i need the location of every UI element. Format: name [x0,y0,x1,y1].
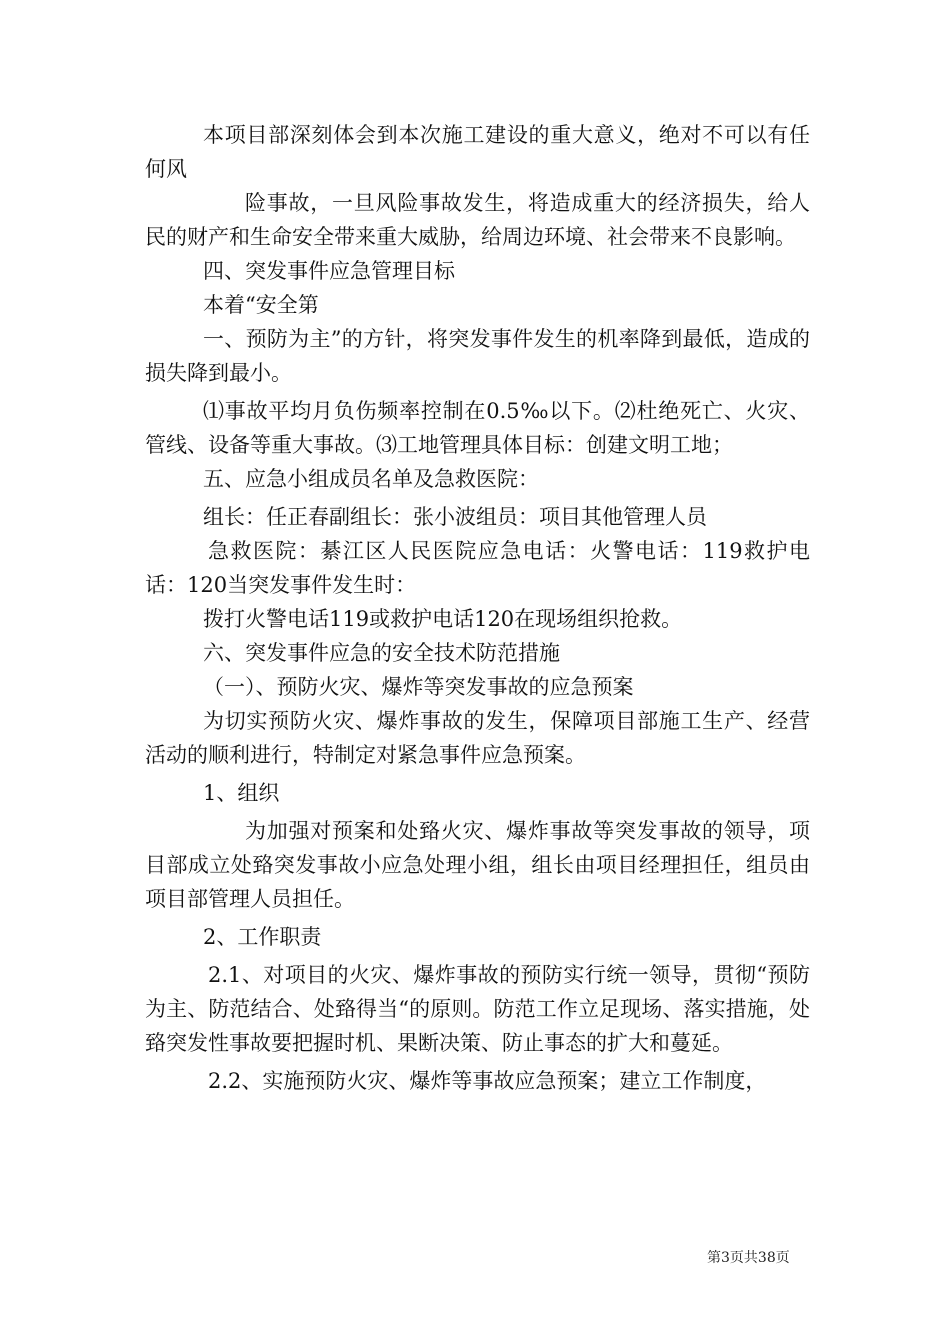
paragraph-responsibility-2-2: 2.2、实施预防火灾、爆炸等事故应急预案；建立工作制度， [208,1069,767,1093]
body-text [145,118,810,1098]
heading-organization: 1、组织 [203,781,280,805]
paragraph-team-members: 组长：任正春副组长：张小波组员：项目其他管理人员 [203,505,707,529]
heading-section-6: 六、突发事件应急的安全技术防范措施 [203,641,560,665]
paragraph-plan-purpose: 为切实预防火灾、爆炸事故的发生，保障项目部施工生产、经营活动的顺利进行，特制定对紧急事件应急预案。 [145,709,810,767]
paragraph-risk-consequences: 险事故，一旦风险事故发生，将造成重大的经济损失，给人民的财产和生命安全带来重大威胁，给周边环境、社会带来不良影响。 [145,191,810,249]
paragraph-targets: ⑴事故平均月负伤频率控制在0.5‰以下。⑵杜绝死亡、火灾、管线、设备等重大事故。⑶工地管理具体目标：创建文明工地； [145,399,810,457]
paragraph-responsibility-2-1: 2.1、对项目的火灾、爆炸事故的预防实行统一领导，贯彻“预防为主、防范结合、处臵得当“的原则。防范工作立足现场、落实措施，处臵突发性事故要把握时机、果断决策、防止事态的扩大和蔓延。 [145,963,810,1055]
paragraph-organization: 为加强对预案和处臵火灾、爆炸事故等突发事故的领导，项目部成立处臵突发事故小应急处理小组，组长由项目经理担任，组员由项目部管理人员担任。 [145,819,810,911]
paragraph-significance: 本项目部深刻体会到本次施工建设的重大意义，绝对不可以有任何风 [145,123,810,181]
heading-section-4: 四、突发事件应急管理目标 [203,259,455,283]
heading-responsibilities: 2、工作职责 [203,925,322,949]
heading-subsection-1: （一）、预防火灾、爆炸等突发事故的应急预案 [203,675,634,699]
heading-section-5: 五、应急小组成员名单及急救医院： [203,467,539,491]
paragraph-dial-emergency: 拨打火警电话119或救护电话120在现场组织抢救。 [203,607,683,631]
paragraph-principle-start: 本着“安全第 [203,293,319,317]
paragraph-hospital: 急救医院：綦江区人民医院应急电话：火警电话：119救护电话：120当突发事件发生时： [145,539,810,597]
paragraph-principle: 一、预防为主”的方针，将突发事件发生的机率降到最低，造成的损失降到最小。 [145,327,810,385]
page-number-footer: 第3页共38页 [707,1250,790,1266]
